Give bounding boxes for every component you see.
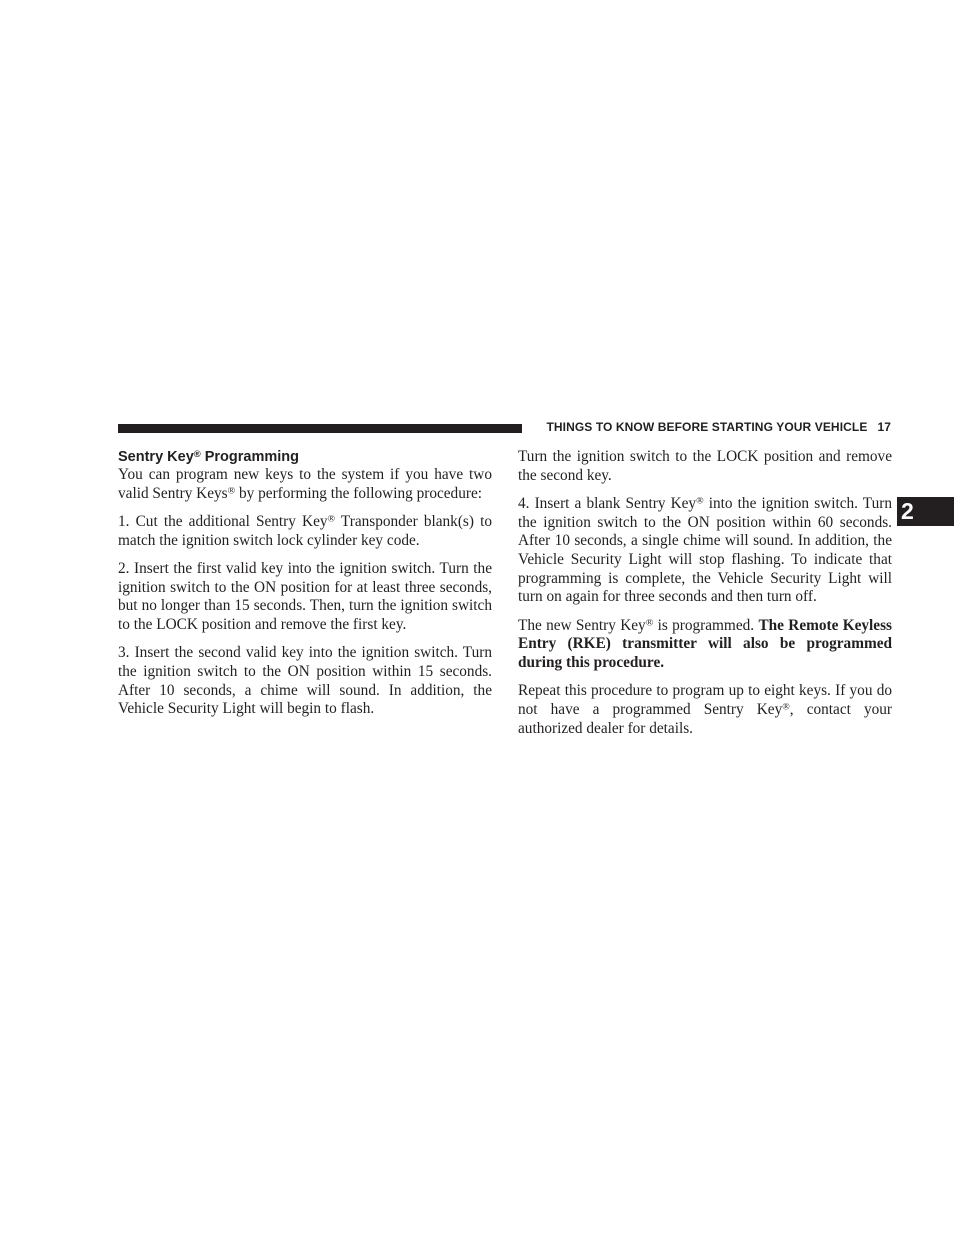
heading-text: Sentry Key <box>118 449 194 465</box>
rke-note: The Remote Keyless Entry (RKE) transmitter will also be programmed during this procedure. <box>518 616 892 672</box>
programmed-paragraph: The new Sentry Key® is programmed. The Remote Keyless Entry (RKE) transmitter will also be programmed during this procedure. <box>518 616 892 672</box>
registered-mark: ® <box>193 447 201 459</box>
registered-mark: ® <box>227 485 236 497</box>
step-3-paragraph: 3. Insert the second valid key into the ignition switch. Turn the ignition switch to the ON position within 15 seconds. After 10 seconds, a chime will sound. In addition, the Vehicle Security Light will begin to flash. <box>118 644 492 718</box>
right-column <box>518 448 892 748</box>
section-heading <box>118 448 492 466</box>
section-title-header: THINGS TO KNOW BEFORE STARTING YOUR VEHICLE <box>546 420 868 434</box>
repeat-paragraph: Repeat this procedure to program up to eight keys. If you do not have a programmed Sentry Key®, contact your authorized dealer for details. <box>518 682 892 737</box>
step-2-paragraph: 2. Insert the first valid key into the ignition switch. Turn the ignition switch to the ON position for at least three seconds, but no longer than 15 seconds. Then, turn the ignition switch to the LOCK position and remove the first key. <box>118 559 492 633</box>
registered-mark: ® <box>782 701 790 713</box>
intro-paragraph: You can program new keys to the system if you have two valid Sentry Keys® by performing the following procedure: <box>118 466 492 502</box>
step-4-paragraph: 4. Insert a blank Sentry Key® into the ignition switch. Turn the ignition switch to the ON position within 60 seconds. After 10 seconds, a single chime will sound. In addition, the Vehicle Security Light will stop flashing. To indicate that programming is complete, the Vehicle Security Light will turn on again for three seconds and then turn off. <box>518 494 892 606</box>
page-number: 17 <box>877 420 891 434</box>
chapter-tab: 2 <box>897 497 954 526</box>
registered-mark: ® <box>327 513 336 525</box>
header-rule <box>118 424 522 433</box>
running-header <box>546 420 891 434</box>
step-3-continued-paragraph: Turn the ignition switch to the LOCK position and remove the second key. <box>518 448 892 484</box>
step-1-paragraph: 1. Cut the additional Sentry Key® Transponder blank(s) to match the ignition switch lock cylinder key code. <box>118 512 492 549</box>
registered-mark: ® <box>696 495 704 507</box>
heading-text-2: Programming <box>200 449 299 465</box>
left-column <box>118 448 492 728</box>
registered-mark: ® <box>645 617 654 629</box>
